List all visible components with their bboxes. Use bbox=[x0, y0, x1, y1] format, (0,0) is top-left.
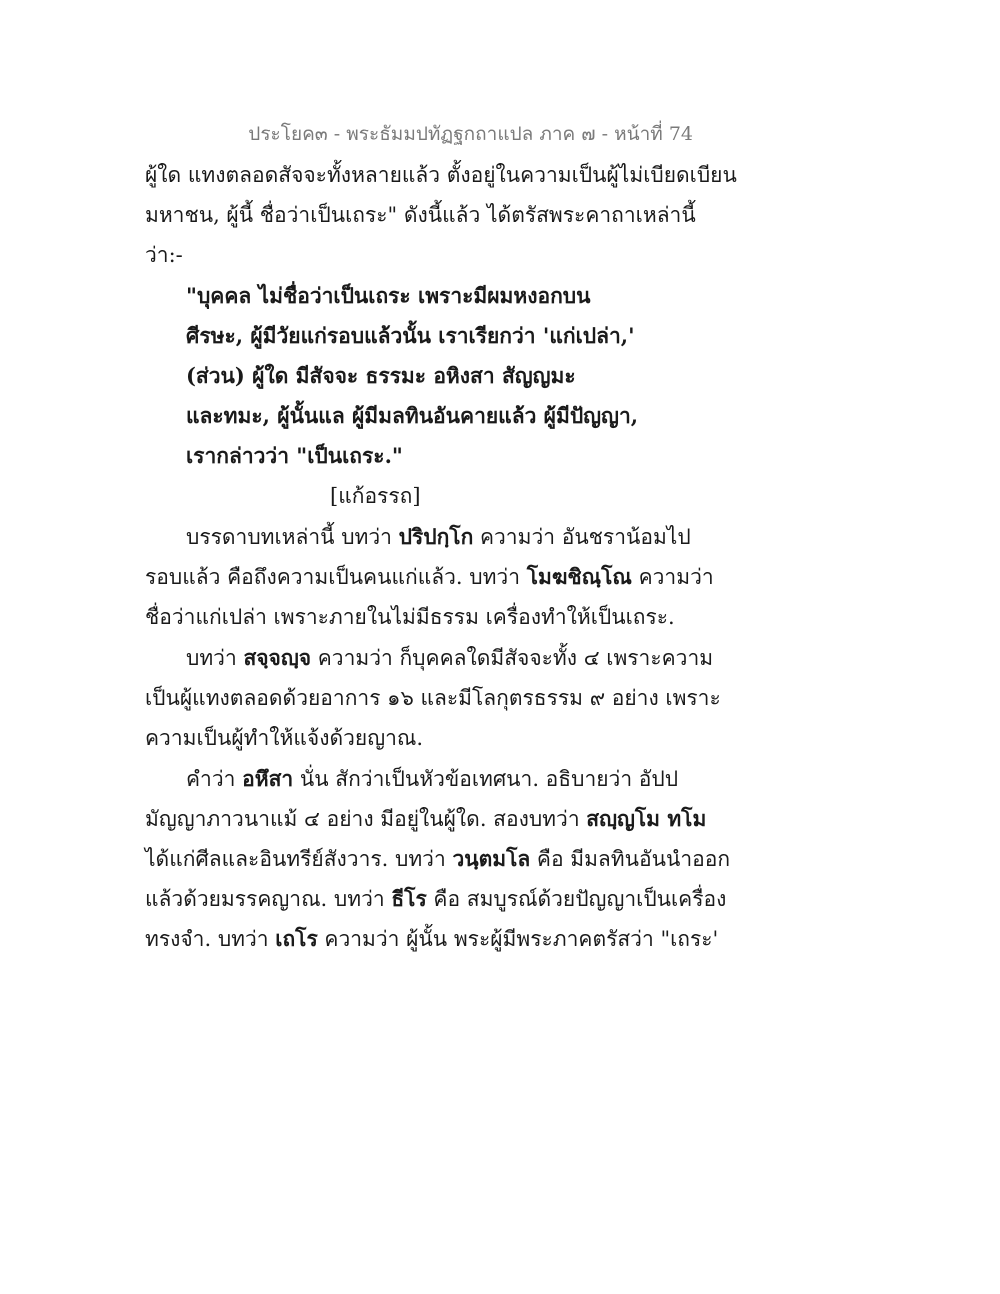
term-ahimsa: อหึสา bbox=[242, 766, 294, 791]
para2-line-3: ความเป็นผู้ทำให้แจ้งด้วยญาณ. bbox=[145, 726, 424, 750]
para3-line-4-text-c: คือ สมบูรณ์ด้วยปัญญาเป็นเครื่อง bbox=[426, 887, 727, 911]
para3-line-2 bbox=[145, 804, 706, 834]
para2-line-2: เป็นผู้แทงตลอดด้วยอาการ ๑๖ และมีโลกุตรธรรม ๙ อย่าง เพราะ bbox=[145, 686, 721, 710]
para1-line-2 bbox=[145, 562, 714, 592]
term-vantamalo: วนฺตมโล bbox=[452, 846, 531, 871]
para3-line-1-text-c: นั่น สักว่าเป็นหัวข้อเทศนา. อธิบายว่า อัปป bbox=[293, 767, 679, 791]
para3-line-3-text-c: คือ มีมลทินอันนำออก bbox=[530, 847, 731, 871]
intro-line-3: ว่า:- bbox=[145, 243, 183, 267]
para1-line-2-text-a: รอบแล้ว คือถึงความเป็นคนแก่แล้ว. บทว่า bbox=[145, 565, 527, 589]
para1-line-2-text-c: ความว่า bbox=[631, 565, 714, 589]
para2-line-1 bbox=[186, 643, 713, 673]
para3-line-4 bbox=[145, 884, 726, 914]
para3-line-5-text-c: ความว่า ผู้นั้น พระผู้มีพระภาคตรัสว่า "เถระ' bbox=[317, 927, 719, 951]
section-title: [แก้อรรถ] bbox=[330, 484, 421, 508]
term-paripakko: ปริปกฺโก bbox=[398, 524, 474, 549]
para3-line-1-text-a: คำว่า bbox=[186, 767, 243, 791]
running-header: ประโยค๓ - พระธัมมปทัฏฐกถาแปล ภาค ๗ - หน้าที่ 74 bbox=[248, 123, 693, 145]
para1-line-1-text-c: ความว่า อันชราน้อมไป bbox=[473, 525, 691, 549]
intro-line-2: มหาชน, ผู้นี้ ชื่อว่าเป็นเถระ" ดังนี้แล้ว ได้ตรัสพระคาถาเหล่านี้ bbox=[145, 203, 696, 227]
term-thero: เถโร bbox=[275, 926, 318, 951]
verse-line-1: "บุคคล ไม่ชื่อว่าเป็นเถระ เพราะมีผมหงอกบน bbox=[186, 283, 591, 308]
verse-line-5: เรากล่าวว่า "เป็นเถระ." bbox=[186, 443, 403, 468]
term-dhiro: ธีโร bbox=[391, 886, 427, 911]
term-sannamo-damo: สญฺญโม ทโม bbox=[586, 806, 707, 831]
para2-line-1-text-c: ความว่า ก็บุคคลใดมีสัจจะทั้ง ๔ เพราะความ bbox=[311, 646, 714, 670]
para1-line-3: ชื่อว่าแก่เปล่า เพราะภายในไม่มีธรรม เครื่องทำให้เป็นเถระ. bbox=[145, 605, 675, 629]
para3-line-4-text-a: แล้วด้วยมรรคญาณ. บทว่า bbox=[145, 887, 392, 911]
verse-line-3: (ส่วน) ผู้ใด มีสัจจะ ธรรมะ อหิงสา สัญญมะ bbox=[186, 363, 576, 388]
para3-line-1 bbox=[186, 764, 678, 794]
intro-line-1: ผู้ใด แทงตลอดสัจจะทั้งหลายแล้ว ตั้งอยู่ในความเป็นผู้ไม่เบียดเบียน bbox=[145, 163, 737, 187]
para3-line-5-text-a: ทรงจำ. บทว่า bbox=[145, 927, 276, 951]
para3-line-5 bbox=[145, 924, 718, 954]
para3-line-2-text-a: มัญญาภาวนาแม้ ๔ อย่าง มีอยู่ในผู้ใด. สองบทว่า bbox=[145, 807, 587, 831]
verse-line-2: ศีรษะ, ผู้มีวัยแก่รอบแล้วนั้น เราเรียกว่า 'แก่เปล่า,' bbox=[186, 323, 635, 348]
para2-line-1-text-a: บทว่า bbox=[186, 646, 244, 670]
term-moghajinno: โมฆชิณฺโณ bbox=[526, 564, 632, 589]
verse-line-4: และทมะ, ผู้นั้นแล ผู้มีมลทินอันคายแล้ว ผู้มีปัญญา, bbox=[186, 403, 639, 428]
para3-line-3 bbox=[145, 844, 730, 874]
term-saccanca: สจฺจญฺจ bbox=[243, 645, 312, 670]
para1-line-1-text-a: บรรดาบทเหล่านี้ บทว่า bbox=[186, 525, 399, 549]
para3-line-3-text-a: ได้แก่ศีลและอินทรีย์สังวาร. บทว่า bbox=[145, 847, 453, 871]
para1-line-1 bbox=[186, 522, 691, 552]
